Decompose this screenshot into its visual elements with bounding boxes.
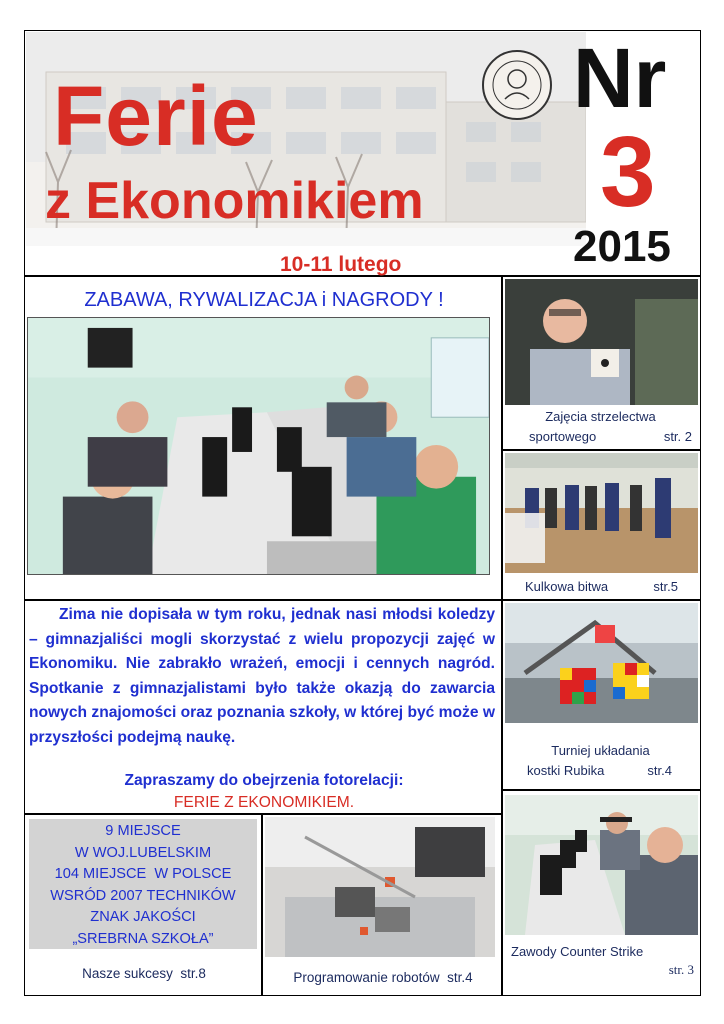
- ranking-line: „SREBRNA SZKOŁA”: [72, 930, 214, 947]
- sidebar-item-rubik: [502, 600, 701, 790]
- invite-link[interactable]: FERIE Z EKONOMIKIEM.: [173, 794, 355, 811]
- shooting-photo: [505, 279, 698, 405]
- shooting-caption: [503, 407, 698, 447]
- balls-caption-text: Kulkowa bitwa: [525, 579, 609, 594]
- shooting-caption-line2: sportowego: [529, 429, 597, 444]
- ranking-line: 9 MIEJSCE: [105, 823, 181, 839]
- article-panel: [24, 600, 502, 814]
- shooting-page[interactable]: str. 2: [663, 429, 692, 444]
- balls-photo: [505, 453, 698, 573]
- counterstrike-photo: [505, 795, 698, 935]
- computer-lab-photo: [27, 317, 490, 575]
- school-seal-logo: [481, 49, 553, 121]
- rubik-caption: [503, 741, 698, 781]
- ranking-line: ZNAK JAKOŚCI: [90, 909, 196, 925]
- sidebar-item-shooting: [502, 276, 701, 450]
- rubik-photo: [505, 603, 698, 723]
- title-line1: Ferie: [53, 69, 259, 163]
- ranking-line: WSRÓD 2007 TECHNIKÓW: [50, 887, 236, 904]
- shooting-caption-line1: Zajęcia strzelectwa: [545, 409, 656, 424]
- counterstrike-caption: [503, 943, 698, 979]
- header-banner: [24, 30, 701, 276]
- issue-number: 3: [600, 116, 656, 228]
- issue-year: 2015: [573, 222, 671, 271]
- ranking-page[interactable]: str.8: [180, 966, 206, 981]
- main-panel: [24, 276, 502, 600]
- balls-page[interactable]: str.5: [653, 579, 678, 594]
- rubik-caption-line1: Turniej układania: [551, 743, 650, 758]
- ranking-line: 104 MIEJSCE W POLSCE: [54, 866, 232, 882]
- headline: ZABAWA, RYWALIZACJA i NAGRODY !: [84, 289, 444, 311]
- sidebar-item-balls: [502, 450, 701, 600]
- rubik-caption-line2: kostki Rubika: [527, 763, 605, 778]
- rubik-page[interactable]: str.4: [647, 763, 672, 778]
- sidebar-item-counterstrike: [502, 790, 701, 996]
- counterstrike-page[interactable]: str. 3: [668, 962, 694, 977]
- ranking-caption: [25, 965, 263, 983]
- invite-text: Zapraszamy do obejrzenia fotorelacji:: [124, 772, 404, 789]
- title-line2: z Ekonomikiem: [45, 172, 424, 230]
- counterstrike-caption-text: Zawody Counter Strike: [511, 944, 644, 959]
- robots-photo: [265, 817, 495, 957]
- ranking-caption-text: Nasze sukcesy: [82, 966, 173, 981]
- robots-panel: [262, 814, 502, 996]
- ranking-panel: [24, 814, 262, 996]
- issue-label: Nr: [573, 31, 667, 125]
- event-dates: 10-11 lutego: [280, 253, 402, 276]
- robots-caption-text: Programowanie robotów: [293, 970, 440, 985]
- ranking-line: W WOJ.LUBELSKIM: [74, 844, 212, 861]
- article-text: Zima nie dopisała w tym roku, jednak nasi młodsi koledzy – gimnazjaliści mogli skorzystać z wielu propozycji zajęć w Ekonomiku. Nie zabrakło wrażeń, emocji i cennych nagród. Spotkanie z gimnazjalistami było także okazją do zawarcia nowych znajomości oraz poznania szkoły, w której być może w przyszłości podejmą naukę.: [29, 606, 495, 746]
- robots-page[interactable]: str.4: [447, 970, 473, 985]
- ranking-box: [29, 819, 257, 949]
- robots-caption: [263, 969, 503, 987]
